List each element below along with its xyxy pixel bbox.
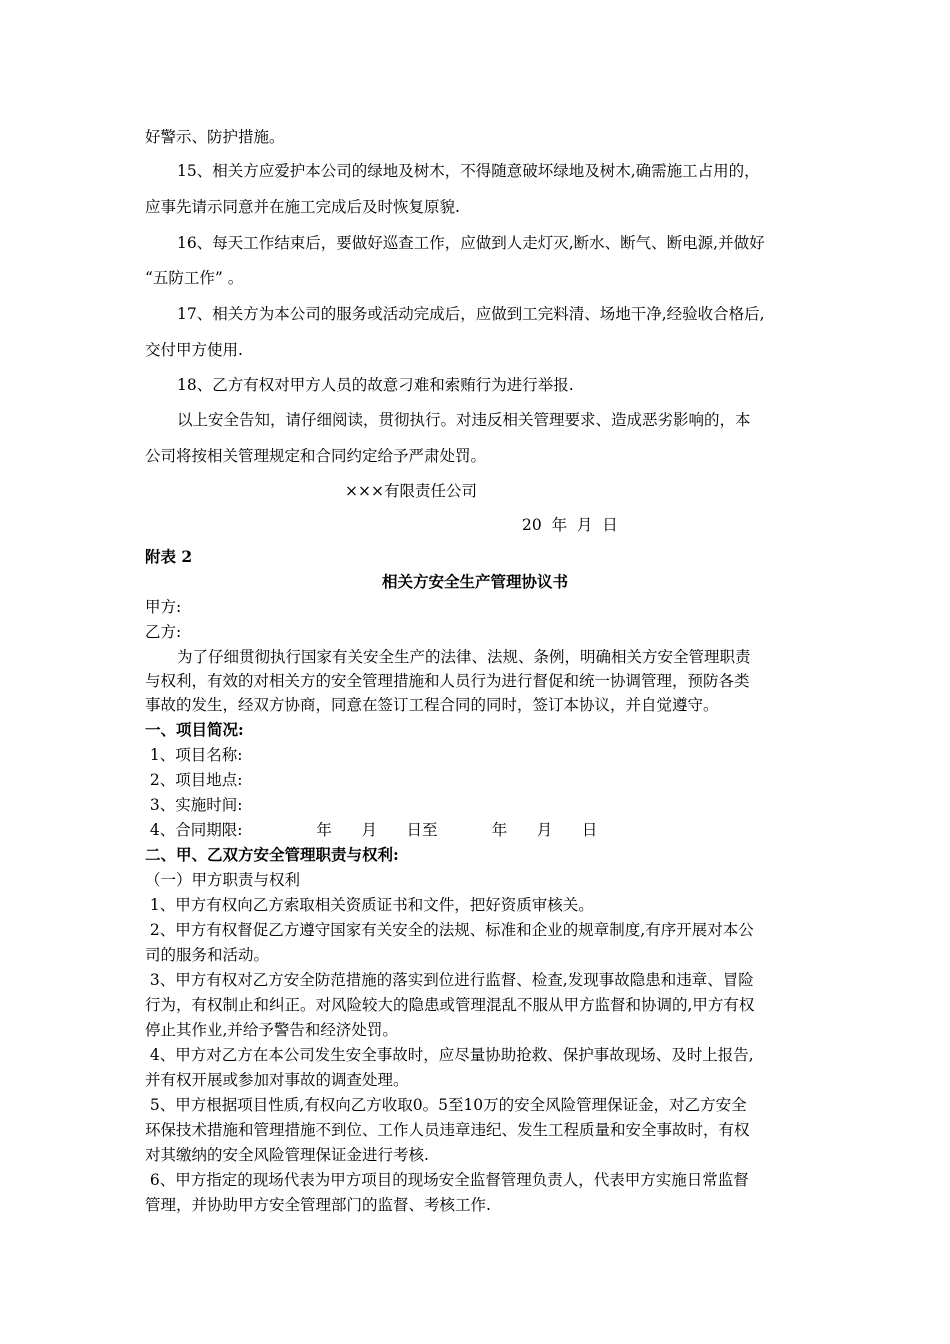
party-b-label: 乙方: [145,623,182,641]
paragraph-line: 司的服务和活动。 [145,946,270,964]
paragraph-line: 应事先请示同意并在施工完成后及时恢复原貌. [145,198,460,216]
signature-date: 20 年 月 日 [522,516,618,534]
paragraph-line: 2、甲方有权督促乙方遵守国家有关安全的法规、标准和企业的规章制度,有序开展对本公 [145,921,754,939]
paragraph-line: “五防工作” 。 [145,269,244,287]
implementation-time-field: 3、实施时间: [145,796,243,814]
paragraph-line: 1、甲方有权向乙方索取相关资质证书和文件，把好资质审核关。 [145,896,594,914]
paragraph-line: 好警示、防护措施。 [145,128,285,146]
contract-period-field: 4、合同期限: 年 月 日至 年 月 日 [145,821,598,839]
agreement-title: 相关方安全生产管理协议书 [381,572,568,591]
paragraph-line: 18、乙方有权对甲方人员的故意刁难和索贿行为进行举报. [177,376,574,394]
paragraph-line: 交付甲方使用. [145,341,243,359]
paragraph-line: 事故的发生，经双方协商，同意在签订工程合同的同时，签订本协议，并自觉遵守。 [145,696,719,714]
paragraph-line: 环保技术措施和管理措施不到位、工作人员违章违纪、发生工程质量和安全事故时，有权 [145,1121,750,1139]
paragraph-line: 17、相关方为本公司的服务或活动完成后，应做到工完料清、场地干净,经验收合格后, [177,305,765,323]
subsection-heading: （一）甲方职责与权利 [145,871,301,889]
paragraph-line: 5、甲方根据项目性质,有权向乙方收取0。5至10万的安全风险管理保证金，对乙方安全 [145,1096,747,1114]
paragraph-line: 以上安全告知，请仔细阅读，贯彻执行。对违反相关管理要求、造成恶劣影响的，本 [177,411,751,429]
paragraph-line: 对其缴纳的安全风险管理保证金进行考核. [145,1146,429,1164]
project-location-field: 2、项目地点: [145,771,243,789]
paragraph-line: 公司将按相关管理规定和合同约定给予严肃处罚。 [145,447,487,465]
party-a-label: 甲方: [145,598,182,616]
paragraph-line: 15、相关方应爱护本公司的绿地及树木，不得随意破坏绿地及树木,确需施工占用的， [177,162,760,180]
paragraph-line: 并有权开展或参加对事故的调查处理。 [145,1071,409,1089]
appendix-label: 附表 2 [145,547,193,566]
section-heading: 二、甲、乙双方安全管理职责与权利: [145,845,399,864]
project-name-field: 1、项目名称: [145,746,243,764]
paragraph-line: 4、甲方对乙方在本公司发生安全事故时，应尽量协助抢救、保护事故现场、及时上报告, [145,1046,754,1064]
paragraph-line: 6、甲方指定的现场代表为甲方项目的现场安全监督管理负责人，代表甲方实施日常监督 [145,1171,749,1189]
paragraph-line: 为了仔细贯彻执行国家有关安全生产的法律、法规、条例，明确相关方安全管理职责 [177,648,751,666]
paragraph-line: 停止其作业,并给予警告和经济处罚。 [145,1021,398,1039]
section-heading: 一、项目简况: [145,720,244,739]
paragraph-line: 与权利，有效的对相关方的安全管理措施和人员行为进行督促和统一协调管理，预防各类 [145,672,750,690]
paragraph-line: 3、甲方有权对乙方安全防范措施的落实到位进行监督、检查,发现事故隐患和违章、冒险 [145,971,754,989]
paragraph-line: 行为，有权制止和纠正。对风险较大的隐患或管理混乱不服从甲方监督和协调的,甲方有权 [145,996,755,1014]
paragraph-line: 管理，并协助甲方安全管理部门的监督、考核工作. [145,1196,491,1214]
paragraph-line: 16、每天工作结束后，要做好巡查工作，应做到人走灯灭,断水、断气、断电源,并做好 [177,234,765,252]
company-name: ×××有限责任公司 [345,482,477,500]
